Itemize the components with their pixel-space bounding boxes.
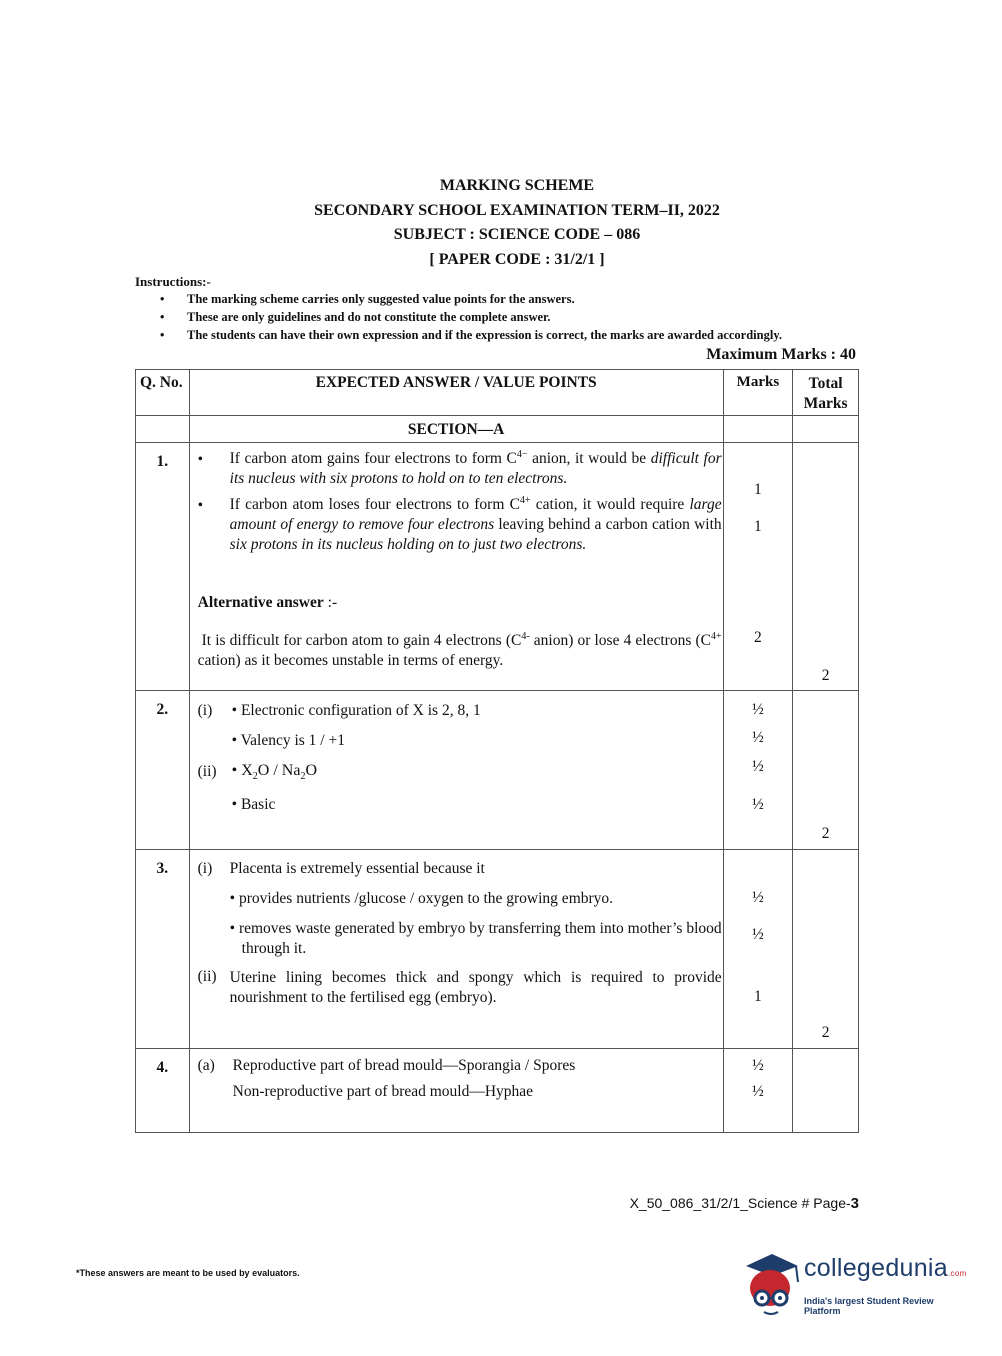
marks-header: Marks [723,370,793,416]
maximum-marks: Maximum Marks : 40 [706,346,856,363]
alternative-answer-label: Alternative answer :- [197,594,338,611]
mascot-icon [742,1248,804,1320]
answer-text: • removes waste generated by embryo by transferring them into mother’s blood through it. [229,920,722,957]
marks-cell: ½ ½ ½ ½ [723,691,793,850]
question-number: 4. [136,1049,190,1133]
answer-cell: (i) • Electronic configuration of X is 2, 8, 1 • Valency is 1 / +1 (ii) • $X_2O / Na_2O$ • Basic [189,691,723,850]
answer-text: Non-reproductive part of bread mould—Hyphae [232,1083,534,1100]
answer-cell: (a) Reproductive part of bread mould—Sporangia / Spores Non-reproductive part of bread mould—Hyphae [189,1049,723,1133]
answer-cell: • If carbon atom gains four electrons to form $C^{4-}$ anion, it would be difficult for its nucleus with six protons to hold on to ten electrons. • If carbon atom loses four electrons to form $C^{4+}$ cation, it would require large amount of energy to remove four electrons leaving behind a carbon cation with six protons in its nucleus holding on to just two electrons. Alternative answer :- It is difficult for carbon atom to gain 4 electrons ($C^{4-}$ anion) or lose 4 electrons ($C^{4+}$ cation) as it becomes unstable in terms of energy. [189,443,723,691]
evaluator-footnote: *These answers are meant to be used by evaluators. [76,1268,300,1278]
marks-cell: ½ ½ 1 [723,850,793,1049]
answer-text: • Valency is 1 / +1 [231,732,345,749]
section-row [136,416,859,443]
table-header-row [136,370,859,416]
table-row [136,443,859,691]
answer-text: It is difficult for carbon atom to gain 4 electrons ($C^{4-}$ anion) or lose 4 electrons ($C^{4+}$ cation) as it becomes unstable in terms of energy. [197,630,722,669]
logo-tagline: India's largest Student Review Platform [804,1296,934,1316]
instructions-label: Instructions:- [135,274,211,289]
answer-header: EXPECTED ANSWER / VALUE POINTS [189,370,723,416]
total-marks-cell: 2 [793,691,859,850]
subject-title: SUBJECT : SCIENCE CODE – 086 [393,226,641,243]
page-footer-code: X_50_086_31/2/1_Science # Page-3 [629,1195,859,1212]
answer-text: Uterine lining becomes thick and spongy which is required to provide nourishment to the fertilised egg (embryo). [229,969,722,1006]
instruction-text: The marking scheme carries only suggested value points for the answers. [187,292,575,306]
question-number: 2. [136,691,190,850]
scheme-title: MARKING SCHEME [439,177,595,194]
answer-text: • Basic [231,796,276,813]
answer-text: Placenta is extremely essential because it [229,860,485,877]
logo-wordmark: collegedunia.com [804,1254,967,1282]
table-row [136,850,859,1049]
question-number: 3. [136,850,190,1049]
question-number: 1. [136,443,190,691]
total-marks-cell: 2 [793,850,859,1049]
table-row [136,1049,859,1133]
total-marks-cell: 2 [793,443,859,691]
paper-code: [ PAPER CODE : 31/2/1 ] [429,251,605,268]
collegedunia-logo [742,1248,972,1320]
answer-cell: (i) Placenta is extremely essential because it • provides nutrients /glucose / oxygen to the growing embryo. • removes waste generated by embryo by transferring them into mother’s blood through it. (ii) Uterine lining becomes thick and spongy which is required to provide nourishment to the fertilised egg (embryo). [189,850,723,1049]
section-title: SECTION—A [189,416,723,443]
answer-text: • provides nutrients /glucose / oxygen to the growing embryo. [229,890,614,907]
answer-text: • $X_2O / Na_2O$ [231,762,318,783]
answer-table [135,369,859,1133]
qno-header: Q. No. [136,370,190,416]
total-marks-header: Total Marks [793,370,859,416]
marks-cell: ½ ½ [723,1049,793,1133]
instruction-text: These are only guidelines and do not constitute the complete answer. [187,310,551,324]
answer-text: If carbon atom loses four electrons to form $C^{4+}$ cation, it would require large amount of energy to remove four electrons leaving behind a carbon cation with six protons in its nucleus holding on to just two electrons. [229,494,722,553]
exam-title: SECONDARY SCHOOL EXAMINATION TERM–II, 2022 [314,202,720,219]
instruction-text: The students can have their own expression and if the expression is correct, the marks are awarded accordingly. [187,328,783,342]
answer-text: If carbon atom gains four electrons to form $C^{4-}$ anion, it would be difficult for its nucleus with six protons to hold on to ten electrons. [229,448,722,487]
table-row [136,691,859,850]
answer-text: • Electronic configuration of X is 2, 8, 1 [231,702,481,719]
marks-cell: 1 1 2 [723,443,793,691]
answer-text: Reproductive part of bread mould—Sporangia / Spores [232,1057,576,1074]
